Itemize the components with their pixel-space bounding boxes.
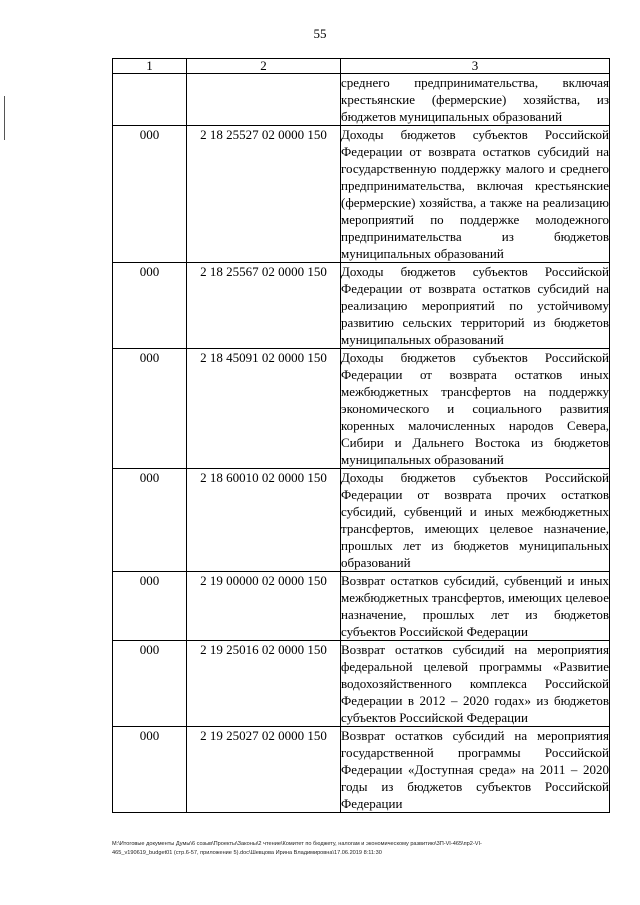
table-row — [113, 126, 610, 263]
table-row — [113, 641, 610, 727]
footer-line: 465_v190619_budget01 (стр.6-57, приложение 5).doc\Шевцова Ирина Владимировна\17.06.2019 8:11:30 — [112, 850, 382, 856]
margin-mark — [4, 96, 5, 140]
admin-code-cell: 000 — [113, 126, 187, 263]
table-row — [113, 349, 610, 469]
description-cell: Доходы бюджетов субъектов Российской Федерации от возврата остатков субсидий на реализацию мероприятий по устойчивому развитию сельских территорий из бюджетов муниципальных образований — [341, 264, 609, 347]
description-cell: среднего предпринимательства, включая крестьянские (фермерские) хозяйства, из бюджетов муниципальных образований — [341, 75, 609, 124]
description-cell: Возврат остатков субсидий на мероприятия федеральной целевой программы «Развитие водохозяйственного комплекса Российской Федерации в 2012 – 2020 годах» из бюджетов субъектов Российской Федерации — [341, 642, 609, 725]
table-row — [113, 74, 610, 126]
column-header: 2 — [187, 59, 341, 74]
budget-code-cell: 2 18 25567 02 0000 150 — [187, 263, 341, 349]
admin-code-cell: 000 — [113, 727, 187, 813]
budget-code-cell: 2 18 45091 02 0000 150 — [187, 349, 341, 469]
description-cell: Доходы бюджетов субъектов Российской Федерации от возврата прочих остатков субсидий, субвенций и иных межбюджетных трансфертов, имеющих целевое назначение, прошлых лет из бюджетов муниципальных образований — [341, 470, 609, 570]
column-header: 3 — [341, 59, 610, 74]
budget-code-cell: 2 19 00000 02 0000 150 — [187, 572, 341, 641]
description-cell: Доходы бюджетов субъектов Российской Федерации от возврата остатков субсидий на государственную поддержку малого и среднего предпринимательства, включая крестьянские (фермерские) хозяйства, а также на реализацию мероприятий по поддержке молодежного предпринимательства из бюджетов муниципальных образований — [341, 127, 609, 261]
budget-code-cell: 2 18 25527 02 0000 150 — [187, 126, 341, 263]
budget-code-cell: 2 19 25027 02 0000 150 — [187, 727, 341, 813]
column-header: 1 — [113, 59, 187, 74]
admin-code-cell: 000 — [113, 263, 187, 349]
footer-line: M:\Итоговые документы Думы\6 созыв\Проекты\Законы\2 чтение\Комитет по бюджету, налогам и экономическому развитию\3П-VI-465\пр2-VI- — [112, 841, 482, 847]
admin-code-cell: 000 — [113, 349, 187, 469]
description-cell: Возврат остатков субсидий на мероприятия государственной программы Российской Федерации «Доступная среда» на 2011 – 2020 годы из бюджетов субъектов Российской Федерации — [341, 728, 609, 811]
description-cell: Возврат остатков субсидий, субвенций и иных межбюджетных трансфертов, имеющих целевое назначение, прошлых лет из бюджетов субъектов Российской Федерации — [341, 573, 609, 639]
admin-code-cell: 000 — [113, 469, 187, 572]
table-header-row — [113, 59, 610, 74]
budget-code-cell: 2 19 25016 02 0000 150 — [187, 641, 341, 727]
table-row — [113, 263, 610, 349]
admin-code-cell — [113, 74, 187, 126]
page-number: 55 — [313, 26, 327, 41]
budget-code-cell — [187, 74, 341, 126]
admin-code-cell: 000 — [113, 641, 187, 727]
table-row — [113, 469, 610, 572]
table-row — [113, 572, 610, 641]
description-cell: Доходы бюджетов субъектов Российской Федерации от возврата остатков иных межбюджетных трансфертов на поддержку экономического и социального развития коренных малочисленных народов Севера, Сибири и Дальнего Востока из бюджетов муниципальных образований — [341, 350, 609, 467]
table-row — [113, 727, 610, 813]
budget-codes-table — [112, 58, 610, 813]
file-path-footer — [112, 840, 612, 858]
admin-code-cell: 000 — [113, 572, 187, 641]
budget-code-cell: 2 18 60010 02 0000 150 — [187, 469, 341, 572]
